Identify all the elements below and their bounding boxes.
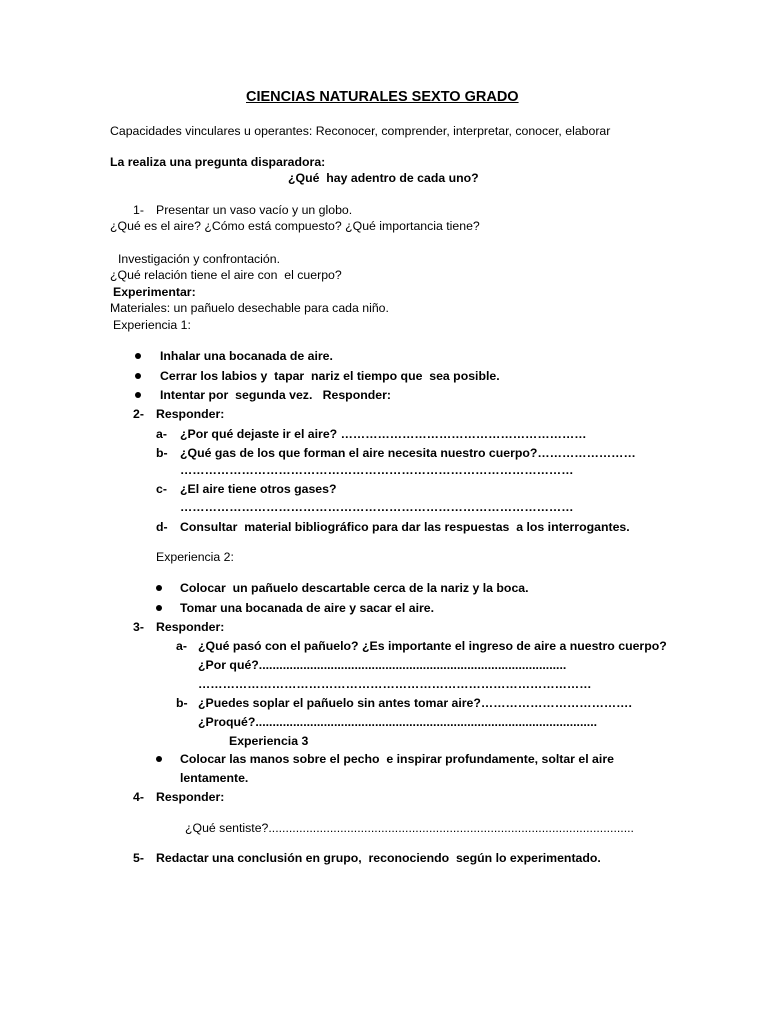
exp1-bullet-3: Intentar por segunda vez. Responder:: [160, 388, 391, 402]
step2-number: 2-: [133, 407, 144, 421]
exp1-bullet-2: Cerrar los labios y tapar nariz el tiempo que sea posible.: [160, 369, 500, 383]
step3-a-letter: a-: [176, 639, 187, 653]
step1-text: Presentar un vaso vacío y un globo.: [156, 203, 353, 217]
exp2-bullet-2: Tomar una bocanada de aire y sacar el aire.: [180, 601, 435, 615]
bullet-icon: [156, 756, 162, 762]
step2-c-question: ¿El aire tiene otros gases?: [180, 482, 337, 496]
experiencia2-label: Experiencia 2:: [156, 550, 234, 564]
step2-a-question: ¿Por qué dejaste ir el aire? ……………………………………………………: [180, 427, 587, 441]
exp3-bullet: Colocar las manos sobre el pecho e inspirar profundamente, soltar el aire: [180, 752, 614, 766]
step3-a-answer-line: ……………………………………………………………………………………: [198, 677, 592, 691]
bullet-icon: [156, 605, 162, 611]
step3-number: 3-: [133, 620, 144, 634]
step4-number: 4-: [133, 790, 144, 804]
step5-text: Redactar una conclusión en grupo, reconociendo según lo experimentado.: [156, 851, 601, 865]
capacidades-text: Capacidades vinculares u operantes: Reconocer, comprender, interpretar, conocer, elaborar: [110, 124, 611, 138]
step1-number: 1-: [133, 203, 144, 217]
bullet-icon: [135, 353, 141, 359]
step4-question: ¿Qué sentiste?...........................................................................................................: [185, 821, 634, 835]
experiencia1-label: Experiencia 1:: [113, 318, 191, 332]
step3-a-question: ¿Qué pasó con el pañuelo? ¿Es importante el ingreso de aire a nuestro cuerpo?: [198, 639, 667, 653]
pregunta-disparadora: ¿Qué hay adentro de cada uno?: [288, 171, 479, 185]
investigacion-heading: Investigación y confrontación.: [118, 252, 281, 266]
step3-a-porque: ¿Por qué?..........................................................................................: [198, 658, 567, 672]
exp1-bullet-1: Inhalar una bocanada de aire.: [160, 349, 333, 363]
exp2-bullet-1: Colocar un pañuelo descartable cerca de la nariz y la boca.: [180, 581, 529, 595]
step3-b-letter: b-: [176, 696, 188, 710]
step1-questions: ¿Qué es el aire? ¿Cómo está compuesto? ¿Qué importancia tiene?: [110, 219, 480, 233]
step3-label: Responder:: [156, 620, 225, 634]
step2-d-letter: d-: [156, 520, 168, 534]
step2-label: Responder:: [156, 407, 225, 421]
materiales-text: Materiales: un pañuelo desechable para cada niño.: [110, 301, 389, 315]
page-title: CIENCIAS NATURALES SEXTO GRADO: [246, 89, 519, 105]
step2-b-question: ¿Qué gas de los que forman el aire necesita nuestro cuerpo?……………………: [180, 446, 636, 460]
step2-c-letter: c-: [156, 482, 167, 496]
bullet-icon: [135, 373, 141, 379]
experimentar-label: Experimentar:: [113, 285, 196, 299]
step3-b-porque: ¿Proqué?....................................................................................................: [198, 715, 598, 729]
bullet-icon: [135, 392, 141, 398]
experiencia3-label: Experiencia 3: [229, 734, 309, 748]
step2-b-letter: b-: [156, 446, 168, 460]
step2-d-text: Consultar material bibliográfico para dar las respuestas a los interrogantes.: [180, 520, 630, 534]
step3-b-question: ¿Puedes soplar el pañuelo sin antes tomar aire?……………………………….: [198, 696, 632, 710]
investigacion-question: ¿Qué relación tiene el aire con el cuerpo?: [110, 268, 342, 282]
pregunta-label: La realiza una pregunta disparadora:: [110, 155, 326, 169]
step2-a-letter: a-: [156, 427, 167, 441]
step4-label: Responder:: [156, 790, 225, 804]
bullet-icon: [156, 585, 162, 591]
step2-b-answer-line: ……………………………………………………………………………………: [180, 463, 574, 477]
exp3-bullet-cont: lentamente.: [180, 771, 249, 785]
step2-c-answer-line: ……………………………………………………………………………………: [180, 500, 574, 514]
step5-number: 5-: [133, 851, 144, 865]
